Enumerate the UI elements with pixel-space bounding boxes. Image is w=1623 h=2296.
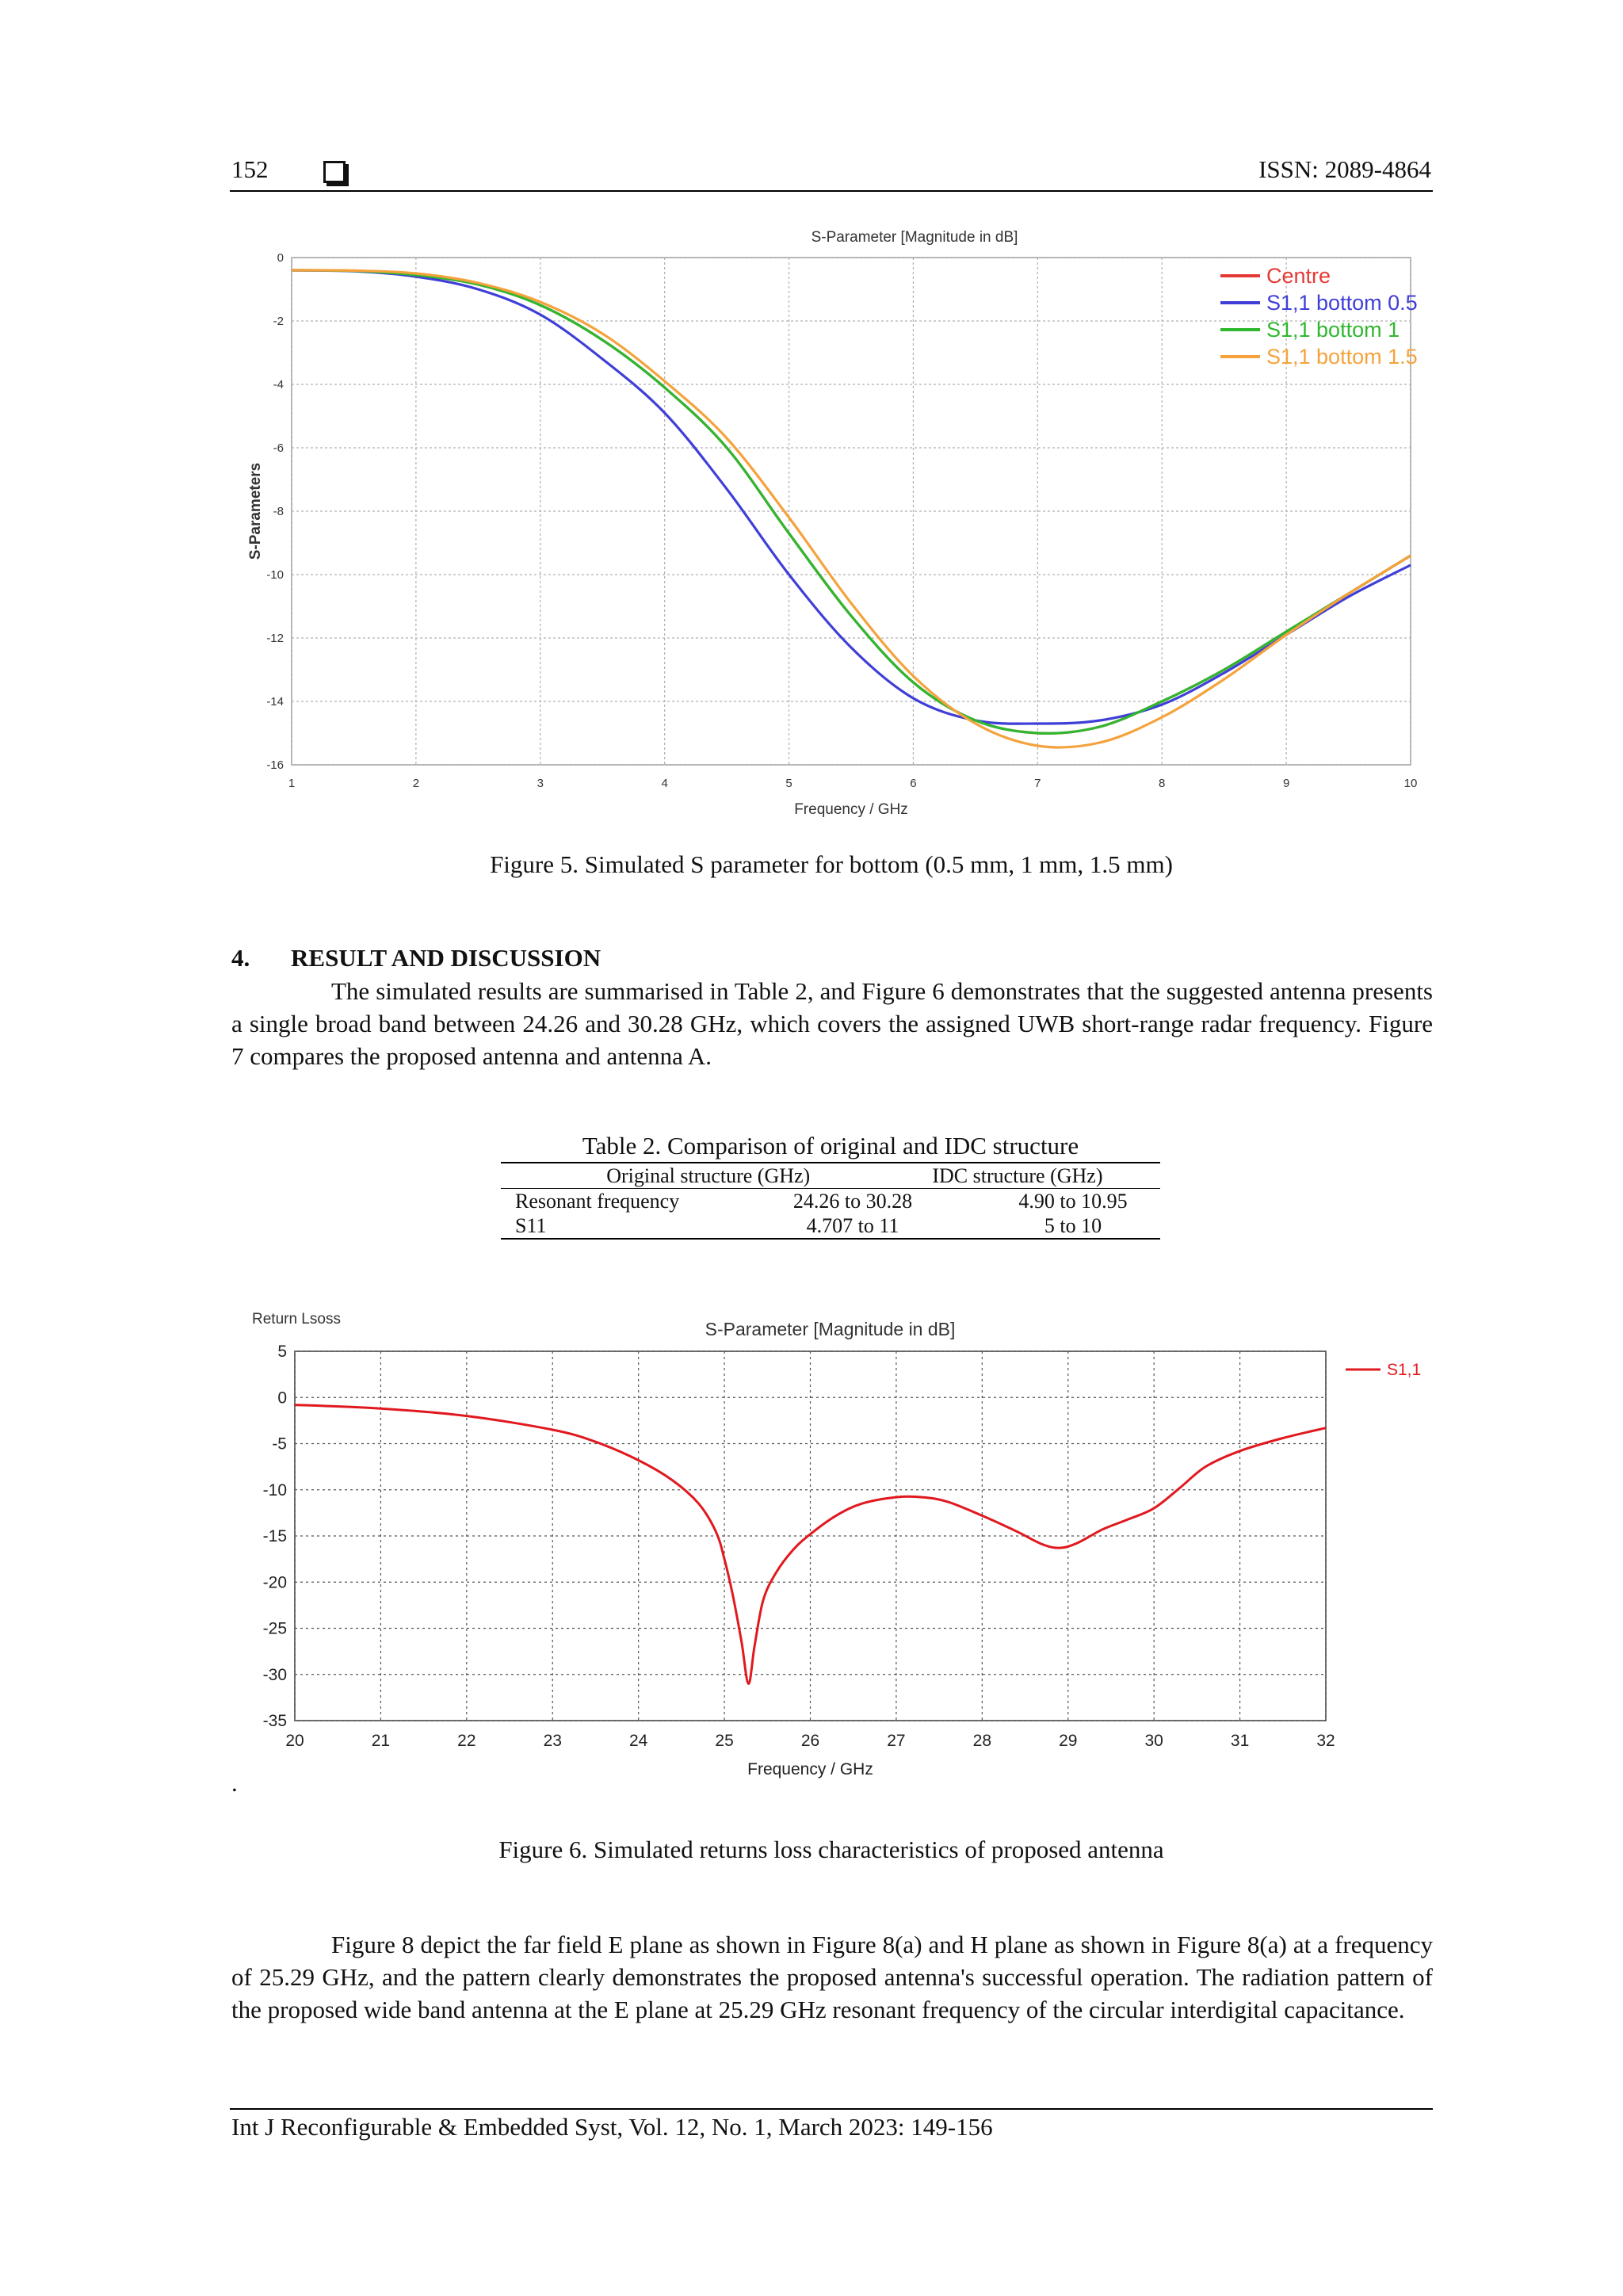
y-tick-label: -6 — [273, 441, 284, 455]
y-axis-label: S-Parameters — [247, 462, 264, 560]
legend-label: S1,1 bottom 1 — [1266, 318, 1400, 342]
x-tick-label: 3 — [537, 777, 544, 790]
y-tick-label: -35 — [262, 1712, 287, 1730]
table-header-cell: IDC structure (GHz) — [932, 1164, 1103, 1187]
x-tick-label: 1 — [288, 777, 296, 790]
footer-journal: Int J Reconfigurable & Embedded Syst, Vol. 12, No. 1, March 2023: 149-156 — [231, 2113, 993, 2141]
y-tick-label: -15 — [262, 1527, 287, 1545]
section-title: RESULT AND DISCUSSION — [291, 944, 601, 972]
section-number: 4. — [231, 944, 250, 972]
checkbox-glyph-icon — [323, 161, 346, 183]
x-tick-label: 23 — [543, 1732, 562, 1750]
table-row — [501, 1213, 1160, 1238]
x-tick-label: 29 — [1059, 1732, 1078, 1750]
y-tick-label: -20 — [262, 1573, 287, 1592]
x-tick-label: 22 — [457, 1732, 476, 1750]
x-axis-label: Frequency / GHz — [747, 1760, 873, 1778]
x-tick-label: 8 — [1159, 777, 1166, 790]
x-tick-label: 4 — [661, 777, 668, 790]
figure-5-chart — [238, 218, 1426, 820]
footer-rule — [230, 2108, 1433, 2110]
figure-5-caption: Figure 5. Simulated S parameter for bottom (0.5 mm, 1 mm, 1.5 mm) — [490, 850, 1173, 878]
y-tick-label: -14 — [266, 695, 284, 709]
header-rule — [230, 190, 1433, 192]
table-row — [501, 1189, 1160, 1213]
return-loss-label: Return Lsoss — [252, 1311, 341, 1328]
x-tick-label: 20 — [285, 1732, 304, 1750]
chart-title: S-Parameter [Magnitude in dB] — [811, 229, 1018, 246]
y-tick-label: 0 — [277, 1389, 287, 1408]
table-2 — [501, 1162, 1160, 1240]
table-2-caption: Table 2. Comparison of original and IDC structure — [582, 1132, 1079, 1159]
x-axis-label: Frequency / GHz — [794, 801, 908, 818]
y-tick-label: -16 — [266, 758, 284, 772]
x-tick-label: 2 — [412, 777, 420, 790]
section-paragraph: The simulated results are summarised in Table 2, and Figure 6 demonstrates that the suggested antenna presents a single broad band between 24.26 and 30.28 GHz, which covers the assigned UWB short-range radar frequency. Figure 7 compares the proposed antenna and antenna A. — [231, 977, 1433, 1070]
x-tick-label: 25 — [715, 1732, 734, 1750]
table-cell: S11 — [515, 1214, 547, 1237]
table-cell: 24.26 to 30.28 — [792, 1190, 913, 1213]
y-tick-label: -10 — [266, 568, 284, 582]
x-tick-label: 31 — [1230, 1732, 1250, 1750]
table-cell: 4.707 to 11 — [806, 1214, 899, 1237]
y-tick-label: -2 — [273, 315, 284, 328]
x-tick-label: 30 — [1144, 1732, 1163, 1750]
x-tick-label: 24 — [628, 1732, 648, 1750]
legend-label: Centre — [1266, 264, 1331, 288]
y-tick-label: -10 — [262, 1480, 287, 1499]
x-tick-label: 21 — [371, 1732, 391, 1750]
x-tick-label: 10 — [1403, 777, 1418, 790]
figure-6-chart — [238, 1300, 1442, 1791]
x-tick-label: 6 — [910, 777, 917, 790]
table-header-cell: Original structure (GHz) — [606, 1164, 811, 1187]
table-header-cell — [501, 1163, 542, 1188]
y-tick-label: 5 — [277, 1343, 287, 1361]
y-tick-label: -30 — [262, 1665, 287, 1684]
stray-period: . — [231, 1769, 238, 1797]
y-tick-label: -4 — [273, 378, 284, 392]
x-tick-label: 26 — [800, 1732, 820, 1750]
x-tick-label: 9 — [1282, 777, 1290, 790]
x-tick-label: 5 — [785, 777, 792, 790]
legend-label: S1,1 bottom 0.5 — [1266, 291, 1418, 315]
page-number: 152 — [231, 155, 269, 183]
y-tick-label: -8 — [273, 505, 284, 518]
x-tick-label: 28 — [972, 1732, 992, 1750]
legend-label: S1,1 — [1387, 1361, 1422, 1379]
y-tick-label: -5 — [272, 1435, 287, 1454]
figure-6-caption: Figure 6. Simulated returns loss characteristics of proposed antenna — [498, 1836, 1164, 1863]
legend-label: S1,1 bottom 1.5 — [1266, 345, 1418, 369]
figure-8-paragraph: Figure 8 depict the far field E plane as shown in Figure 8(a) and H plane as shown in Figure 8(a) at a frequency of 25.29 GHz, and the pattern clearly demonstrates the proposed antenna's successful operation. The radiation pattern of the proposed wide band antenna at the E plane at 25.29 GHz resonant frequency of the circular interdigital capacitance. — [231, 1931, 1433, 2023]
table-cell: Resonant frequency — [515, 1190, 680, 1213]
table-header-row — [501, 1163, 1160, 1188]
chart-title: S-Parameter [Magnitude in dB] — [705, 1319, 956, 1339]
y-tick-label: -25 — [262, 1619, 287, 1638]
issn: ISSN: 2089-4864 — [1258, 155, 1431, 183]
x-tick-label: 27 — [887, 1732, 906, 1750]
y-tick-label: -12 — [266, 632, 284, 645]
table-cell: 5 to 10 — [1044, 1214, 1102, 1237]
x-tick-label: 7 — [1034, 777, 1041, 790]
y-tick-label: 0 — [277, 251, 284, 265]
x-tick-label: 32 — [1316, 1732, 1335, 1750]
table-cell: 4.90 to 10.95 — [1018, 1190, 1128, 1213]
